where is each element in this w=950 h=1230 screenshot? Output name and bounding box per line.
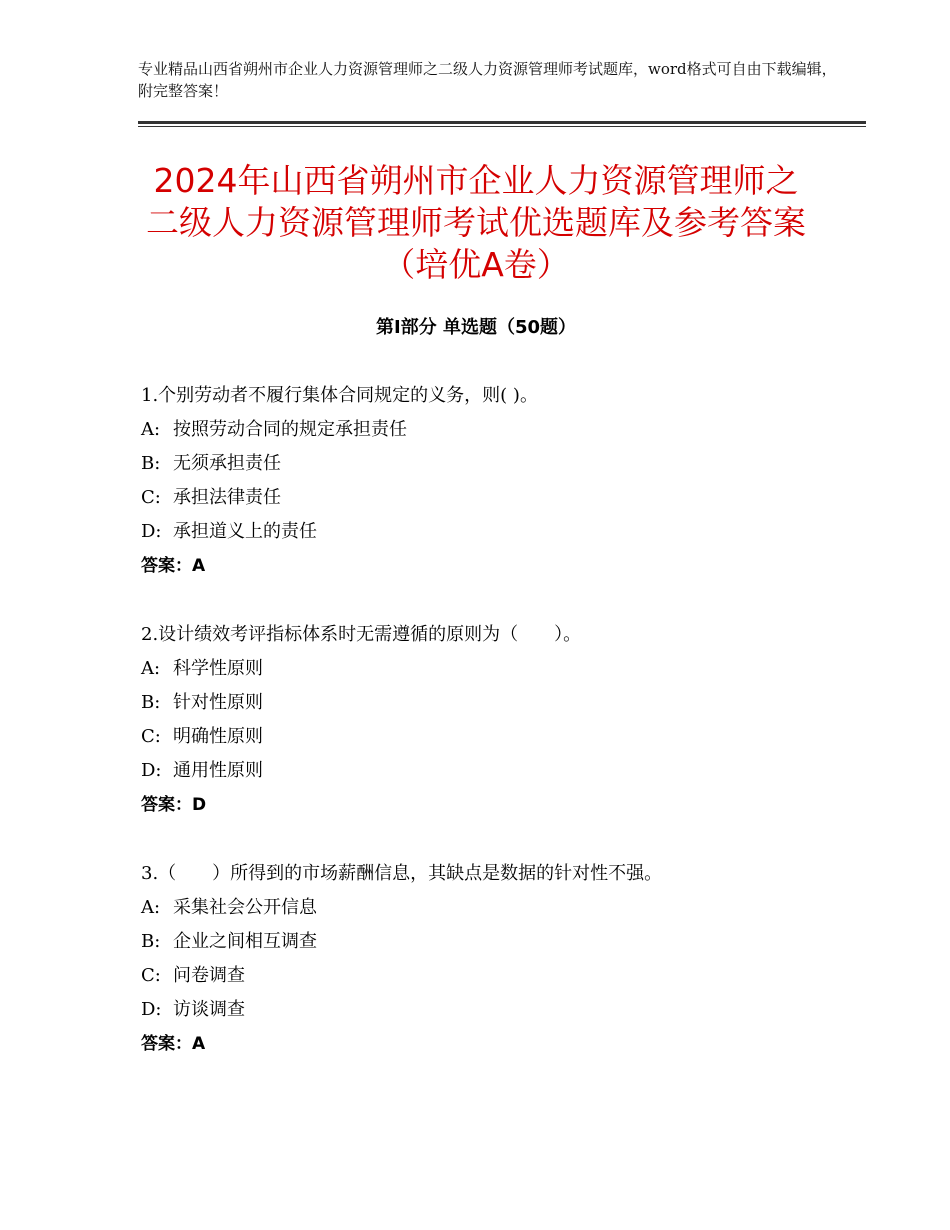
question-stem: 1.个别劳动者不履行集体合同规定的义务，则( )。: [141, 385, 538, 406]
option-text: 明确性原则: [173, 726, 263, 747]
option-text: 针对性原则: [173, 692, 263, 713]
section-title: 第Ⅰ部分 单选题（50题）: [375, 317, 576, 338]
question-3: [141, 857, 841, 1061]
option-letter: D:: [141, 999, 162, 1020]
option-b: [141, 447, 841, 481]
document-title: 2024年山西省朔州市企业人力资源管理师之二级人力资源管理师考试优选题库及参考答案（培优A卷）: [146, 161, 806, 284]
option-text: 科学性原则: [173, 658, 263, 679]
option-text: 采集社会公开信息: [173, 897, 317, 918]
option-b: [141, 925, 841, 959]
answer: 答案：A: [141, 1034, 206, 1054]
answer: 答案：A: [141, 556, 206, 576]
answer: 答案：D: [141, 795, 207, 815]
option-letter: A:: [141, 419, 161, 440]
option-letter: D:: [141, 760, 162, 781]
option-text: 承担法律责任: [173, 487, 281, 508]
question-2: [141, 618, 841, 822]
option-d: [141, 993, 841, 1027]
option-text: 通用性原则: [173, 760, 263, 781]
option-letter: A:: [141, 658, 161, 679]
option-letter: D:: [141, 521, 162, 542]
option-a: [141, 891, 841, 925]
header-divider-thick: [138, 121, 866, 124]
option-a: [141, 652, 841, 686]
option-letter: B:: [141, 453, 161, 474]
header-divider-thin: [138, 126, 866, 127]
option-text: 企业之间相互调查: [173, 931, 317, 952]
option-c: [141, 720, 841, 754]
option-text: 问卷调查: [173, 965, 245, 986]
option-letter: A:: [141, 897, 161, 918]
option-letter: B:: [141, 692, 161, 713]
question-stem: 3.（ ）所得到的市场薪酬信息，其缺点是数据的针对性不强。: [141, 863, 663, 884]
option-a: [141, 413, 841, 447]
option-letter: B:: [141, 931, 161, 952]
option-text: 按照劳动合同的规定承担责任: [173, 419, 407, 440]
option-letter: C:: [141, 487, 161, 508]
option-text: 无须承担责任: [173, 453, 281, 474]
question-1: [141, 379, 841, 583]
option-letter: C:: [141, 726, 161, 747]
question-stem: 2.设计绩效考评指标体系时无需遵循的原则为（ ）。: [141, 624, 582, 645]
option-text: 承担道义上的责任: [173, 521, 317, 542]
option-b: [141, 686, 841, 720]
option-text: 访谈调查: [173, 999, 245, 1020]
option-d: [141, 515, 841, 549]
option-d: [141, 754, 841, 788]
option-c: [141, 959, 841, 993]
option-letter: C:: [141, 965, 161, 986]
option-c: [141, 481, 841, 515]
header-note: 专业精品山西省朔州市企业人力资源管理师之二级人力资源管理师考试题库，word格式可自由下载编辑，附完整答案！: [138, 60, 837, 100]
